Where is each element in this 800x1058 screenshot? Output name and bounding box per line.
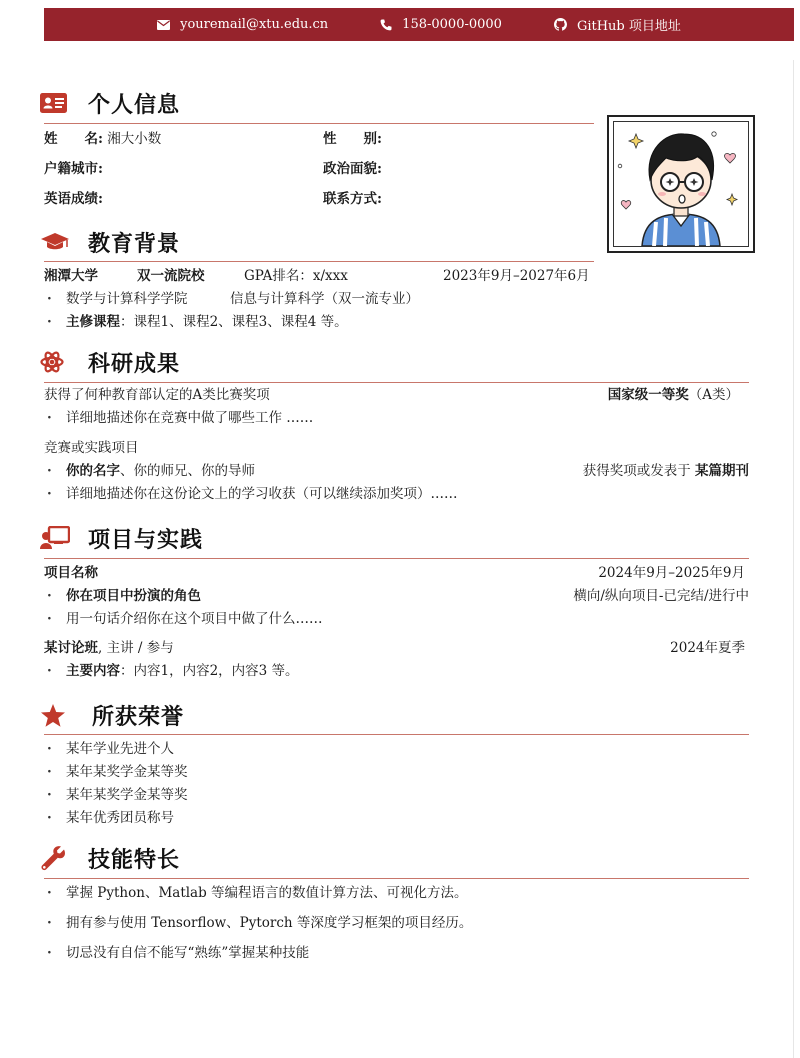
major-name: 信息与计算科学（双一流专业） — [230, 291, 419, 307]
honor-item: 某年优秀团员称号 — [66, 810, 174, 826]
envelope-icon — [157, 20, 170, 30]
project1-type: 横向/纵向项目-已完结/进行中 — [573, 588, 749, 604]
github-text[interactable]: GitHub 项目地址 — [576, 19, 681, 34]
college-name: 数学与计算科学学院 — [66, 291, 188, 307]
gender-label: 性 别: — [323, 131, 382, 147]
honor-item: 某年某奖学金某等奖 — [66, 787, 188, 803]
school-name: 湘潭大学 — [44, 268, 98, 284]
wrench-icon — [40, 844, 70, 872]
project2-period: 2024年夏季 — [670, 640, 745, 656]
name-label: 姓 名: — [44, 131, 103, 147]
honors-title: 所获荣誉 — [92, 703, 185, 730]
email-text[interactable]: youremail@xtu.edu.cn — [180, 17, 329, 32]
list-item — [44, 738, 749, 761]
honor-item: 某年学业先进个人 — [66, 741, 174, 757]
presentation-icon — [40, 524, 70, 552]
project1-desc: 用一句话介绍你在这个项目中做了什么…… — [66, 611, 323, 627]
phone-text[interactable]: 158-0000-0000 — [402, 17, 502, 32]
list-item — [44, 311, 594, 334]
project-line: 竞赛或实践项目 — [44, 440, 139, 456]
personal-rule — [44, 123, 594, 124]
research-title: 科研成果 — [88, 350, 181, 377]
project1-role: 你在项目中扮演的角色 — [66, 588, 201, 604]
list-item — [44, 912, 749, 935]
english-label: 英语成绩: — [44, 191, 103, 207]
school-tag: 双一流院校 — [137, 268, 205, 284]
list-item — [44, 460, 749, 483]
venue-name: 某篇期刊 — [695, 463, 749, 479]
page-edge — [793, 60, 794, 1058]
research-section — [40, 346, 749, 506]
personal-section — [40, 87, 594, 211]
github-item[interactable] — [554, 15, 681, 34]
project2-content-label: 主要内容 — [66, 663, 120, 679]
skills-rule — [44, 878, 749, 879]
contact-label: 联系方式: — [323, 191, 382, 207]
name-value: 湘大小数 — [107, 131, 162, 147]
list-item — [44, 288, 594, 311]
authors-bold: 你的名字 — [66, 463, 120, 479]
list-item — [44, 807, 749, 830]
personal-title: 个人信息 — [88, 91, 181, 118]
skill-item: 拥有参与使用 Tensorflow、Pytorch 等深度学习框架的项目经历。 — [66, 915, 473, 931]
list-item — [44, 608, 749, 631]
paper-detail: 详细地描述你在这份论文上的学习收获（可以继续添加奖项）…… — [66, 486, 458, 502]
hometown-label: 户籍城市: — [44, 161, 103, 177]
venue-prefix: 获得奖项或发表于 — [582, 463, 695, 479]
list-item — [44, 407, 749, 430]
phone-icon — [380, 19, 392, 31]
list-item — [44, 882, 749, 905]
project1-period: 2024年9月–2025年9月 — [598, 565, 745, 581]
education-section — [40, 226, 594, 334]
edu-period: 2023年9月–2027年6月 — [443, 268, 590, 284]
honor-item: 某年某奖学金某等奖 — [66, 764, 188, 780]
education-rule — [44, 261, 594, 262]
gpa-rank: GPA排名：x/xxx — [244, 268, 348, 284]
list-item — [44, 784, 749, 807]
award-level: 国家级一等奖 — [607, 387, 689, 403]
list-item — [44, 942, 749, 965]
project1-name: 项目名称 — [44, 565, 98, 581]
phone-item[interactable] — [380, 17, 502, 32]
project2-role: , 主讲 / 参与 — [98, 640, 174, 656]
projects-rule — [44, 558, 749, 559]
award-line: 获得了何种教育部认定的A类比赛奖项 — [44, 387, 270, 403]
list-item — [44, 761, 749, 784]
id-card-icon — [40, 89, 70, 117]
courses-label: 主修课程 — [66, 314, 120, 330]
award-class: （A类） — [688, 387, 739, 403]
politics-label: 政治面貌: — [323, 161, 382, 177]
skills-section — [40, 842, 749, 965]
project2-content-value: ：内容1，内容2，内容3 等。 — [120, 663, 299, 679]
courses-value: ：课程1、课程2、课程3、课程4 等。 — [120, 314, 348, 330]
research-rule — [44, 382, 749, 383]
email-item[interactable] — [157, 17, 328, 32]
skills-title: 技能特长 — [88, 846, 181, 873]
honors-rule — [44, 734, 749, 735]
list-item — [44, 483, 749, 506]
education-title: 教育背景 — [88, 230, 181, 257]
list-item — [44, 660, 749, 683]
skill-item: 切忌没有自信不能写“熟练”掌握某种技能 — [66, 945, 310, 961]
contact-bar — [44, 8, 794, 41]
graduation-cap-icon — [40, 228, 70, 256]
authors-rest: 、你的师兄、你的导师 — [120, 463, 255, 479]
list-item — [44, 585, 749, 608]
avatar-photo — [607, 115, 755, 253]
honors-section — [40, 699, 749, 830]
projects-section — [40, 522, 749, 683]
skill-item: 掌握 Python、Matlab 等编程语言的数值计算方法、可视化方法。 — [66, 885, 468, 901]
github-icon — [554, 18, 567, 31]
atom-icon — [40, 348, 70, 376]
award-detail: 详细地描述你在竞赛中做了哪些工作 …… — [66, 410, 314, 426]
projects-title: 项目与实践 — [88, 526, 204, 553]
star-icon — [40, 701, 70, 729]
project2-name: 某讨论班 — [44, 640, 98, 656]
